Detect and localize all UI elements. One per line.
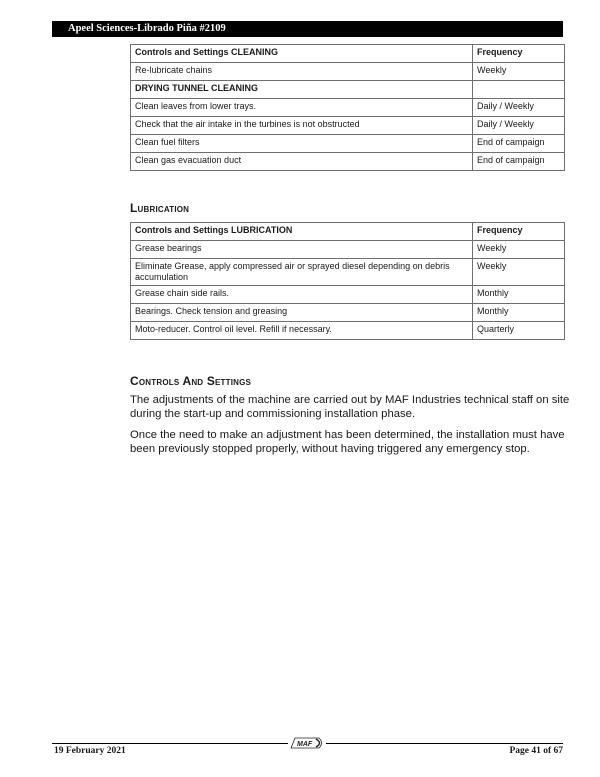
task-cell: Clean leaves from lower trays. — [131, 99, 473, 117]
task-cell: Clean gas evacuation duct — [131, 153, 473, 171]
task-cell: Check that the air intake in the turbines is not obstructed — [131, 117, 473, 135]
subsection-cell: DRYING TUNNEL CLEANING — [131, 81, 473, 99]
task-cell: Grease bearings — [131, 241, 473, 259]
table-row — [131, 63, 565, 81]
frequency-cell: Monthly — [473, 304, 565, 322]
task-cell: Eliminate Grease, apply compressed air or sprayed diesel depending on debris accumulation — [131, 259, 473, 286]
document-title: Apeel Sciences-Librado Piña #2109 — [68, 23, 226, 34]
frequency-cell: Daily / Weekly — [473, 99, 565, 117]
table-row — [131, 153, 565, 171]
document-header — [52, 21, 563, 37]
table-header-row — [131, 223, 565, 241]
frequency-cell: Daily / Weekly — [473, 117, 565, 135]
frequency-cell: Weekly — [473, 63, 565, 81]
frequency-cell — [473, 81, 565, 99]
task-column-header: Controls and Settings CLEANING — [131, 45, 473, 63]
body-paragraph: The adjustments of the machine are carried out by MAF Industries technical staff on site during the start-up and commissioning installation phase. — [130, 394, 570, 420]
table-row — [131, 259, 565, 286]
footer-rule-left — [52, 743, 288, 744]
frequency-cell: Weekly — [473, 241, 565, 259]
table-row — [131, 286, 565, 304]
lubrication-table — [130, 222, 565, 340]
table-row — [131, 99, 565, 117]
body-paragraph: Once the need to make an adjustment has been determined, the installation must have been previously stopped properly, without having triggered any emergency stop. — [130, 429, 565, 455]
task-cell: Re-lubricate chains — [131, 63, 473, 81]
maf-logo — [289, 736, 325, 750]
frequency-cell: End of campaign — [473, 135, 565, 153]
table-row — [131, 322, 565, 340]
frequency-cell: Weekly — [473, 259, 565, 286]
lubrication-heading: Lubrication — [130, 201, 190, 215]
table-header-row — [131, 45, 565, 63]
table-row — [131, 241, 565, 259]
cleaning-table — [130, 44, 565, 171]
controls-and-settings-heading: Controls And Settings — [130, 374, 252, 388]
frequency-column-header: Frequency — [473, 223, 565, 241]
task-cell: Moto-reducer. Control oil level. Refill if necessary. — [131, 322, 473, 340]
table-row — [131, 304, 565, 322]
footer-date: 19 February 2021 — [54, 746, 126, 756]
page-number: Page 41 of 67 — [509, 746, 563, 756]
task-cell: Clean fuel filters — [131, 135, 473, 153]
frequency-cell: Quarterly — [473, 322, 565, 340]
table-row — [131, 117, 565, 135]
frequency-column-header: Frequency — [473, 45, 565, 63]
maf-logo-text: MAF — [297, 741, 313, 748]
task-cell: Bearings. Check tension and greasing — [131, 304, 473, 322]
table-row — [131, 135, 565, 153]
table-row — [131, 81, 565, 99]
task-column-header: Controls and Settings LUBRICATION — [131, 223, 473, 241]
task-cell: Grease chain side rails. — [131, 286, 473, 304]
frequency-cell: Monthly — [473, 286, 565, 304]
footer-rule-right — [326, 743, 563, 744]
frequency-cell: End of campaign — [473, 153, 565, 171]
